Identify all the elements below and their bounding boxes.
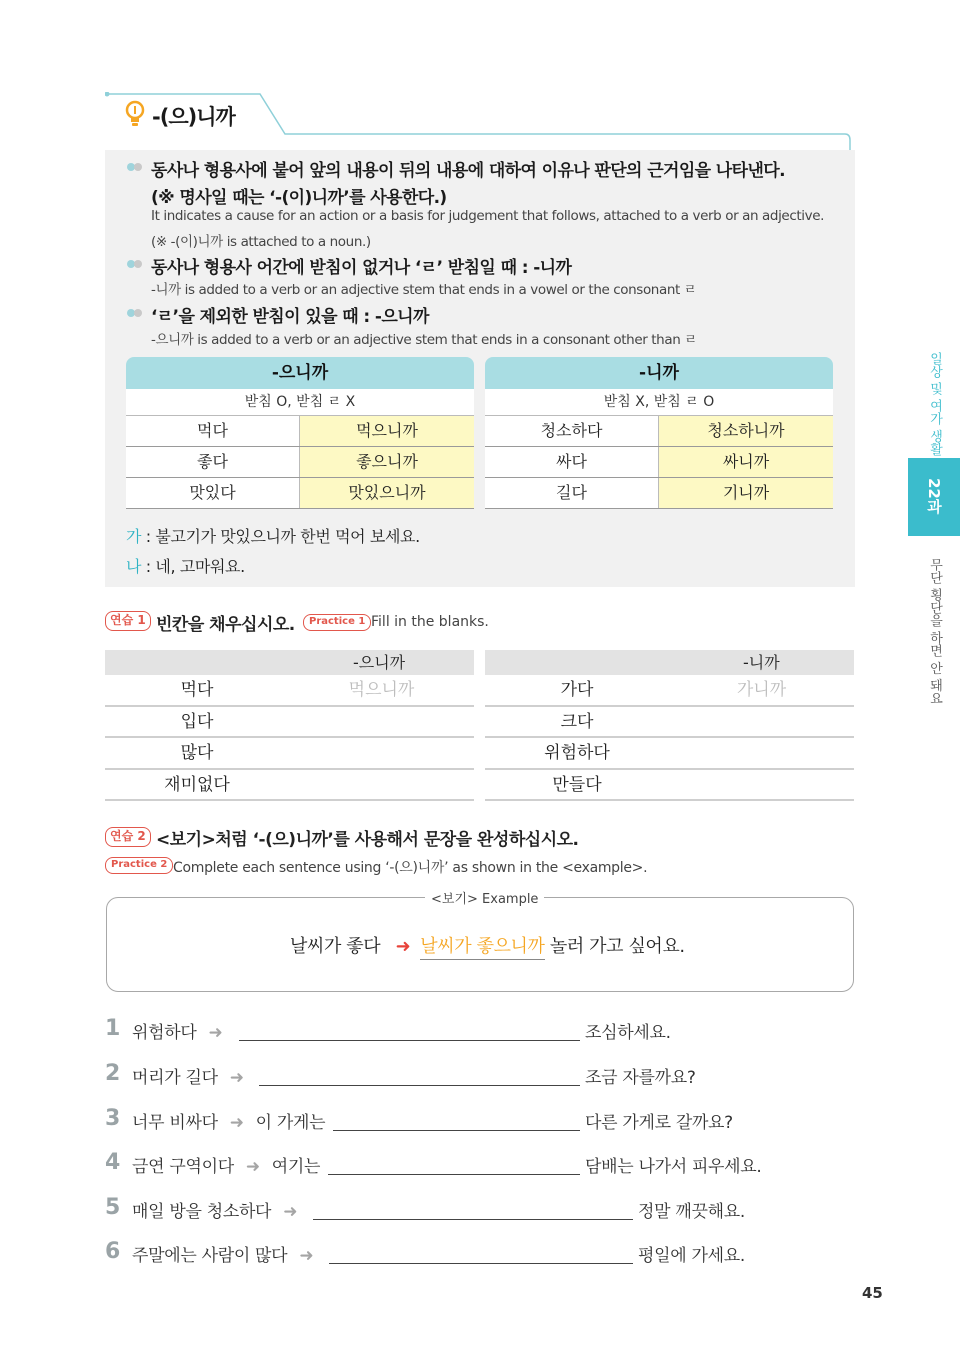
exercise-number: 2	[105, 1061, 121, 1086]
practice-verb: 위험하다	[544, 743, 610, 763]
arrow-right-icon: ➜	[299, 1246, 314, 1266]
practice-answer[interactable]	[289, 770, 474, 800]
arrow-right-icon: ➜	[283, 1202, 298, 1222]
base-form: 맛있다	[126, 478, 300, 508]
conjugated-form: 먹으니까	[300, 416, 474, 446]
answer-blank[interactable]	[328, 1174, 580, 1175]
exercise-ending: 다른 가게로 갈까요?	[585, 1113, 733, 1133]
grammar-explanation-box	[105, 150, 855, 587]
arrow-right-icon: ➜	[208, 1023, 223, 1043]
arrow-right-icon: ➜	[395, 936, 411, 957]
practice-row	[105, 675, 474, 707]
prefix-text: 이 가게는	[255, 1113, 326, 1133]
practice-verb: 입다	[180, 711, 214, 732]
table-row	[485, 478, 833, 509]
exercise-number: 4	[105, 1150, 121, 1175]
lightbulb-icon	[124, 100, 146, 130]
exercise-number: 5	[105, 1195, 121, 1220]
exercise-number: 6	[105, 1239, 121, 1264]
practice1-table-left	[105, 650, 474, 801]
example-label: <보기> Example	[425, 888, 544, 907]
base-form: 좋다	[126, 447, 300, 477]
table-row	[485, 416, 833, 447]
exercise-ending: 조심하세요.	[585, 1023, 671, 1043]
exercise-number: 1	[105, 1016, 121, 1041]
base-form: 청소하다	[485, 416, 659, 446]
practice1-badge-en: Practice 1	[303, 614, 371, 631]
arrow-right-icon: ➜	[229, 1068, 244, 1088]
answer-blank[interactable]	[313, 1219, 633, 1220]
answer-blank[interactable]	[239, 1040, 580, 1041]
side-chapter-label: 22과	[925, 478, 943, 514]
base-form: 먹다	[126, 416, 300, 446]
rule1-en: -니까 is added to a verb or an adjective stem that ends in a vowel or the consonant ㄹ	[151, 282, 697, 298]
bullet-icon	[127, 162, 145, 172]
example-answer: 날씨가 좋으니까	[420, 936, 544, 960]
conjugation-table-euniKKa	[126, 357, 474, 509]
prefix-text: 여기는	[271, 1157, 321, 1177]
prompt-text: 주말에는 사람이 많다	[132, 1246, 288, 1266]
table-row	[126, 447, 474, 478]
table-row	[485, 447, 833, 478]
exercise-ending: 조금 자를까요?	[585, 1068, 696, 1088]
grammar-title: -(으)니까	[152, 105, 235, 129]
prompt-text: 너무 비싸다	[132, 1113, 218, 1133]
conjugation-table-niKKa	[485, 357, 833, 509]
answer-blank[interactable]	[259, 1085, 580, 1086]
practice2-instruction-ko: <보기>처럼 ‘-(으)니까’를 사용해서 문장을 완성하십시오.	[156, 830, 579, 850]
grammar-desc-en: It indicates a cause for an action or a basis for judgement that follows, attached to a verb or an adjective.	[151, 208, 824, 224]
example-sentence	[290, 932, 685, 958]
dialog-text-b: : 네, 고마워요.	[141, 557, 245, 576]
speaker-a: 가	[126, 527, 142, 546]
dialog-line-a	[126, 524, 420, 547]
exercise-ending: 정말 깨끗해요.	[638, 1202, 745, 1222]
practice-verb: 가다	[560, 680, 594, 700]
practice-verb: 크다	[560, 711, 594, 732]
practice-answer[interactable]	[669, 707, 854, 737]
grammar-desc-ko: 동사나 형용사에 붙어 앞의 내용이 뒤의 내용에 대하여 이유나 판단의 근거임을 나타낸다.	[151, 161, 785, 181]
conjugated-form: 맛있으니까	[300, 478, 474, 508]
practice-answer[interactable]	[289, 707, 474, 737]
exercise-prompt	[132, 1241, 313, 1266]
grammar-note-ko: (※ 명사일 때는 ‘-(이)니까’를 사용한다.)	[151, 188, 447, 208]
exercise-prompt	[132, 1197, 297, 1222]
practice-row	[105, 770, 474, 802]
practice-answer[interactable]	[289, 738, 474, 768]
arrow-right-icon: ➜	[245, 1157, 260, 1177]
table-row	[126, 416, 474, 447]
rule1-ko: 동사나 형용사 어간에 받침이 없거나 ‘ㄹ’ 받침일 때 : -니까	[151, 258, 572, 278]
side-lesson-label: 무단 횡단을 하면 안 돼요	[927, 558, 942, 705]
arrow-right-icon: ➜	[229, 1113, 244, 1133]
practice-answer[interactable]	[669, 738, 854, 768]
dialog-line-b	[126, 554, 245, 577]
prompt-text: 머리가 길다	[132, 1068, 218, 1088]
practice-row	[485, 675, 854, 707]
practice-answer[interactable]: 가니까	[736, 680, 787, 700]
practice-row	[105, 738, 474, 770]
base-form: 싸다	[485, 447, 659, 477]
rule2-ko: ‘ㄹ’을 제외한 받침이 있을 때 : -으니까	[151, 307, 429, 327]
conjugated-form: 청소하니까	[659, 416, 833, 446]
prompt-text: 매일 방을 청소하다	[132, 1202, 272, 1222]
exercise-number: 3	[105, 1106, 121, 1131]
base-form: 길다	[485, 478, 659, 508]
page-number: 45	[862, 1284, 883, 1302]
example-rest: 놀러 가고 싶어요.	[544, 936, 685, 957]
answer-blank[interactable]	[333, 1130, 580, 1131]
practice-row	[485, 770, 854, 802]
grammar-note-en: (※ -(이)니까 is attached to a noun.)	[151, 234, 371, 250]
practice-verb: 만들다	[552, 774, 602, 795]
practice2-badge-ko: 연습 2	[105, 827, 151, 847]
dialog-text-a: : 불고기가 맛있으니까 한번 먹어 보세요.	[141, 527, 420, 546]
conjugated-form: 기니까	[659, 478, 833, 508]
table-subheader: 받침 O, 받침 ㄹ X	[126, 389, 474, 416]
exercise-prompt	[132, 1108, 325, 1133]
practice-verb: 재미없다	[164, 774, 230, 795]
example-base: 날씨가 좋다	[290, 936, 381, 957]
practice-header: -으니까	[105, 650, 474, 675]
practice2-instruction-en: Complete each sentence using ‘-(으)니까’ as shown in the <example>.	[173, 860, 648, 876]
conjugated-form: 좋으니까	[300, 447, 474, 477]
prompt-text: 위험하다	[132, 1023, 197, 1043]
exercise-prompt	[132, 1018, 222, 1043]
bullet-icon	[127, 259, 145, 269]
prompt-text: 금연 구역이다	[132, 1157, 234, 1177]
conjugated-form: 싸니까	[659, 447, 833, 477]
side-section-label: 일상 및 여가 생활	[927, 352, 942, 456]
practice1-table-right	[485, 650, 854, 801]
practice1-instruction-ko: 빈칸을 채우십시오.	[156, 615, 295, 635]
practice-answer[interactable]	[669, 770, 854, 800]
exercise-prompt	[132, 1152, 320, 1177]
answer-blank[interactable]	[329, 1263, 633, 1264]
table-header: -니까	[485, 357, 833, 389]
practice1-instruction-en: Fill in the blanks.	[371, 614, 489, 630]
practice-row	[485, 738, 854, 770]
table-row	[126, 478, 474, 509]
practice-row	[105, 707, 474, 739]
exercise-prompt	[132, 1063, 244, 1088]
practice1-badge-ko: 연습 1	[105, 611, 151, 631]
bullet-icon	[127, 308, 145, 318]
speaker-b: 나	[126, 557, 142, 576]
practice-row	[485, 707, 854, 739]
practice-verb: 많다	[180, 743, 214, 763]
practice2-badge-en: Practice 2	[105, 857, 173, 874]
rule2-en: -으니까 is added to a verb or an adjective stem that ends in a consonant other than ㄹ	[151, 332, 697, 348]
table-header: -으니까	[126, 357, 474, 389]
practice-verb: 먹다	[180, 680, 214, 700]
practice-answer[interactable]: 먹으니까	[348, 680, 415, 700]
practice-header: -니까	[485, 650, 854, 675]
exercise-ending: 평일에 가세요.	[638, 1246, 745, 1266]
exercise-ending: 담배는 나가서 피우세요.	[585, 1157, 762, 1177]
side-chapter-tab[interactable]	[908, 458, 960, 536]
table-subheader: 받침 X, 받침 ㄹ O	[485, 389, 833, 416]
